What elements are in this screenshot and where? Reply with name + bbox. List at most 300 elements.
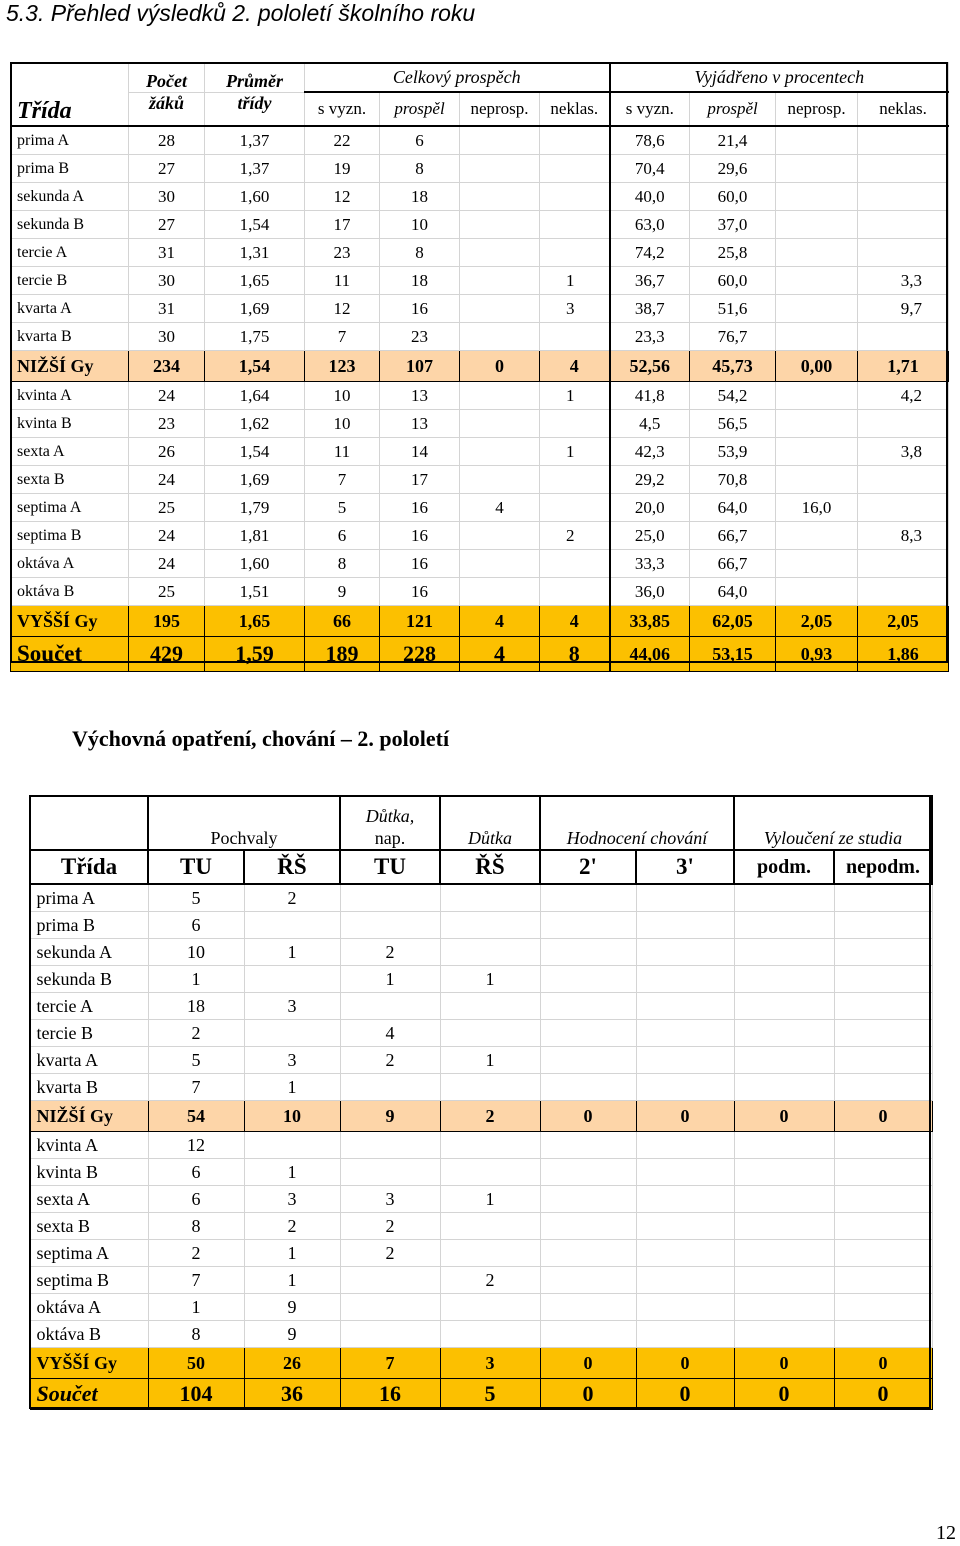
table-cell: 1 [148,1294,244,1321]
class-name-cell: sekunda B [30,966,148,993]
table-cell [636,1294,734,1321]
table-cell: 1 [540,267,610,295]
class-name-cell: sexta B [30,1213,148,1240]
table-cell: 121 [380,606,460,637]
table-cell: 3,3 [858,267,949,295]
table-cell: 3 [340,1186,440,1213]
table-cell: 8 [148,1321,244,1348]
header-dutka: Důtka [440,796,540,850]
table-cell [834,884,932,912]
table-cell: 2 [244,884,340,912]
table-cell: 42,3 [610,438,690,466]
table-cell: 12 [305,295,380,323]
table-cell [776,550,858,578]
table-cell [540,1186,636,1213]
class-name-cell: kvarta B [11,323,129,351]
table-cell [734,1240,834,1267]
table-cell [834,1294,932,1321]
table-cell: 5 [148,1047,244,1074]
table-cell [776,126,858,155]
table-cell [734,1074,834,1101]
table-cell: 4 [340,1020,440,1047]
table-cell: 2 [148,1020,244,1047]
table-cell: 0 [540,1101,636,1132]
table-cell: 24 [129,466,205,494]
table-cell [776,211,858,239]
table-cell [460,550,540,578]
table-cell: 33,3 [610,550,690,578]
class-name-cell: kvarta A [11,295,129,323]
class-name-cell: prima B [30,912,148,939]
table-cell: 45,73 [690,351,776,382]
table-cell [636,1240,734,1267]
table-row [11,155,949,183]
table-cell: 1,60 [205,550,305,578]
table-cell: 2 [340,1047,440,1074]
table-cell: 1 [244,1240,340,1267]
table-cell [460,267,540,295]
class-name-cell: oktáva A [11,550,129,578]
table-cell: 23,3 [610,323,690,351]
header-pochvaly: Pochvaly [148,796,340,850]
header-col: podm. [734,850,834,884]
table-cell: 51,6 [690,295,776,323]
table-cell: 66,7 [690,550,776,578]
class-name-cell: tercie A [30,993,148,1020]
table-cell: 1,31 [205,239,305,267]
table-cell [460,295,540,323]
group-total-row [11,351,949,382]
table-row [30,1159,932,1186]
header-col: ŘŠ [440,850,540,884]
table-cell [858,239,949,267]
class-name-cell: septima B [30,1267,148,1294]
table-cell [540,1213,636,1240]
class-name-cell: kvinta B [11,410,129,438]
table-cell [858,410,949,438]
table-cell [834,993,932,1020]
class-name-cell: prima A [11,126,129,155]
class-name-cell: NIŽŠÍ Gy [30,1101,148,1132]
table-cell: 1,51 [205,578,305,606]
header-col: nepodm. [834,850,932,884]
table-cell: 36 [244,1379,340,1410]
table-cell [540,884,636,912]
table-cell: 28 [129,126,205,155]
table-cell: 30 [129,323,205,351]
table-row [11,382,949,410]
table-cell [776,267,858,295]
class-name-cell: kvarta B [30,1074,148,1101]
table-cell [540,1074,636,1101]
table-row [30,966,932,993]
table-row [30,939,932,966]
table-cell [858,183,949,211]
table-cell [834,1159,932,1186]
sum-row [30,1379,932,1410]
table-cell: 16 [380,550,460,578]
table-row [30,1294,932,1321]
table-cell: 37,0 [690,211,776,239]
table-cell: 10 [148,939,244,966]
header-hodnoceni: Hodnocení chování [540,796,734,850]
table-cell: 1 [540,382,610,410]
table-cell: 0 [734,1379,834,1410]
table-cell: 13 [380,410,460,438]
table-cell: 78,6 [610,126,690,155]
table-cell: 5 [148,884,244,912]
table-cell: 10 [244,1101,340,1132]
table-cell: 1 [244,939,340,966]
table-cell: 76,7 [690,323,776,351]
table-cell: 12 [305,183,380,211]
table-cell [776,239,858,267]
table-cell [834,939,932,966]
behaviour-heading: Výchovná opatření, chování – 2. pololetí [72,726,450,751]
group-total-row [30,1101,932,1132]
table-cell [540,1294,636,1321]
table-cell [776,438,858,466]
table-cell: 4,2 [858,382,949,410]
table-row [30,1074,932,1101]
table-row [11,550,949,578]
table-cell [540,1020,636,1047]
table-row [30,1213,932,1240]
table-row [11,494,949,522]
table-cell [540,323,610,351]
table-cell: 3 [244,993,340,1020]
table-cell [540,1240,636,1267]
table-cell: 0,93 [776,637,858,672]
table-cell [440,1213,540,1240]
table-cell: 1 [244,1267,340,1294]
table-cell: 3 [440,1348,540,1379]
header-dutka-nap [340,796,440,850]
table-cell [440,912,540,939]
header-col: TU [340,850,440,884]
table-cell [834,966,932,993]
table-row [11,323,949,351]
table-cell: 1 [244,1159,340,1186]
header-dutka-nap-line2: nap. [374,828,406,848]
table-cell: 9 [340,1101,440,1132]
table-cell [540,494,610,522]
table-row [11,466,949,494]
table-cell [340,1294,440,1321]
table-row [11,267,949,295]
table-cell [440,884,540,912]
table-cell [636,1074,734,1101]
table-cell [636,1321,734,1348]
table-row [11,295,949,323]
table-cell: 18 [380,183,460,211]
table-cell [636,1159,734,1186]
table-cell [636,1186,734,1213]
table-cell: 1 [440,1186,540,1213]
table-cell: 1,62 [205,410,305,438]
results-table [10,62,949,672]
class-name-cell: kvinta A [11,382,129,410]
table-cell [540,939,636,966]
table-cell [440,993,540,1020]
table-cell [734,1213,834,1240]
table-cell [636,912,734,939]
class-name-cell: kvarta A [30,1047,148,1074]
table-cell [540,126,610,155]
table-cell: 1,79 [205,494,305,522]
table-cell: 25,0 [610,522,690,550]
table-cell: 23 [129,410,205,438]
table-cell: 3 [244,1186,340,1213]
table-cell: 7 [148,1267,244,1294]
table-cell: 26 [244,1348,340,1379]
table-cell [440,1074,540,1101]
table-cell: 0 [636,1101,734,1132]
class-name-cell: VYŠŠÍ Gy [11,606,129,637]
table-cell: 4 [460,494,540,522]
table-cell [776,578,858,606]
header-col: TU [148,850,244,884]
table-cell: 11 [305,438,380,466]
table-cell [340,1159,440,1186]
table-cell: 41,8 [610,382,690,410]
table-cell [858,126,949,155]
table-row [11,239,949,267]
table-cell: 3 [244,1047,340,1074]
table-cell: 70,8 [690,466,776,494]
table-cell: 22 [305,126,380,155]
table-cell: 1 [440,1047,540,1074]
table-cell [834,1020,932,1047]
table-cell [540,466,610,494]
table-cell [340,1132,440,1159]
table-cell [834,1132,932,1159]
class-name-cell: Součet [11,637,129,672]
header-pocet: Počet [129,63,205,93]
class-name-cell: VYŠŠÍ Gy [30,1348,148,1379]
table-cell [776,155,858,183]
table-cell: 2 [340,1213,440,1240]
table-cell: 2 [540,522,610,550]
class-name-cell: septima B [11,522,129,550]
table-cell: 234 [129,351,205,382]
table-cell [858,494,949,522]
table-cell: 56,5 [690,410,776,438]
class-name-cell: sekunda A [30,939,148,966]
table-cell: 4 [540,606,610,637]
table-cell: 8,3 [858,522,949,550]
table-cell [440,939,540,966]
header-dutka-nap-line1: Důtka, [365,806,415,826]
table-cell: 2 [340,939,440,966]
upper-total-row [30,1348,932,1379]
table-cell: 19 [305,155,380,183]
table-cell [636,1213,734,1240]
header-empty [30,796,148,850]
table-cell [636,966,734,993]
table-cell [636,884,734,912]
upper-total-row [11,606,949,637]
table-cell [440,1159,540,1186]
table-cell: 70,4 [610,155,690,183]
table-cell [440,1132,540,1159]
table-row [30,1267,932,1294]
table-cell [540,1159,636,1186]
class-name-cell: tercie B [11,267,129,295]
table-cell [858,323,949,351]
header-prumer: Průměr [205,63,305,93]
table-cell [858,155,949,183]
table-cell [834,1074,932,1101]
table-row [30,912,932,939]
table-cell [540,239,610,267]
table-cell: 36,7 [610,267,690,295]
class-name-cell: septima A [30,1240,148,1267]
table-cell: 17 [305,211,380,239]
table-cell: 4,5 [610,410,690,438]
header-col: ŘŠ [244,850,340,884]
table-cell: 14 [380,438,460,466]
table-cell [858,211,949,239]
table-cell: 31 [129,295,205,323]
table-cell [834,1240,932,1267]
table-cell [460,438,540,466]
table-cell: 24 [129,550,205,578]
table-row [11,211,949,239]
table-row [30,993,932,1020]
table-cell [440,1294,540,1321]
table-row [11,522,949,550]
table-cell: 6 [380,126,460,155]
table-row [30,884,932,912]
table-cell [734,966,834,993]
table-cell [636,1267,734,1294]
table-cell [244,966,340,993]
class-name-cell: oktáva A [30,1294,148,1321]
table-cell: 9 [244,1321,340,1348]
header-celkovy: Celkový prospěch [305,63,610,93]
table-cell [340,1321,440,1348]
table-cell: 12 [148,1132,244,1159]
table-cell: 123 [305,351,380,382]
page-number: 12 [936,1522,956,1544]
table-cell: 8 [148,1213,244,1240]
table-cell: 1,69 [205,466,305,494]
class-name-cell: prima B [11,155,129,183]
header-col: neklas. [858,92,949,126]
class-name-cell: Součet [30,1379,148,1410]
table-cell: 0 [834,1379,932,1410]
table-cell: 53,9 [690,438,776,466]
table-cell: 5 [440,1379,540,1410]
table-cell [440,1020,540,1047]
table-cell: 38,7 [610,295,690,323]
table-cell: 1,54 [205,211,305,239]
table-cell: 6 [148,1186,244,1213]
table-cell [858,550,949,578]
table-cell [636,1047,734,1074]
table-cell [734,993,834,1020]
table-cell [776,522,858,550]
table-cell: 33,85 [610,606,690,637]
table-cell: 1,54 [205,351,305,382]
table-cell [734,912,834,939]
table-cell [734,1294,834,1321]
table-cell: 62,05 [690,606,776,637]
table-cell [440,1321,540,1348]
table-cell [244,1020,340,1047]
table-cell [540,1132,636,1159]
class-name-cell: sexta A [30,1186,148,1213]
table-cell: 40,0 [610,183,690,211]
table-cell: 54,2 [690,382,776,410]
table-cell [776,410,858,438]
table-cell: 9 [244,1294,340,1321]
table-cell: 30 [129,183,205,211]
table-cell: 17 [380,466,460,494]
table-cell: 16 [380,494,460,522]
table-row [11,438,949,466]
table-cell [734,1020,834,1047]
table-cell: 52,56 [610,351,690,382]
table-cell: 16 [380,522,460,550]
behaviour-table [29,795,933,1410]
table-cell: 23 [305,239,380,267]
table-cell [460,410,540,438]
table-cell: 3 [540,295,610,323]
table-cell: 6 [305,522,380,550]
table-cell: 25 [129,578,205,606]
table-cell: 30 [129,267,205,295]
class-name-cell: kvinta A [30,1132,148,1159]
table-cell: 1,86 [858,637,949,672]
table-cell: 26 [129,438,205,466]
table-cell [776,295,858,323]
table-cell: 0,00 [776,351,858,382]
table-cell: 0 [460,351,540,382]
header-tridy: třídy [205,92,305,126]
table-cell: 31 [129,239,205,267]
table-cell [834,1213,932,1240]
table-cell: 60,0 [690,183,776,211]
table-cell: 7 [340,1348,440,1379]
table-cell: 18 [148,993,244,1020]
header-col: neprosp. [776,92,858,126]
table-cell: 10 [380,211,460,239]
table-cell: 16 [380,295,460,323]
table-cell: 18 [380,267,460,295]
table-cell: 5 [305,494,380,522]
table-cell: 1,59 [205,637,305,672]
table-cell [540,966,636,993]
table-cell [440,1240,540,1267]
table-cell [540,410,610,438]
table-cell [540,183,610,211]
table-cell: 1,54 [205,438,305,466]
table-cell [460,522,540,550]
table-cell: 107 [380,351,460,382]
table-cell: 2 [440,1101,540,1132]
table-cell: 9,7 [858,295,949,323]
header-col: 2' [540,850,636,884]
table-cell [734,1159,834,1186]
header-col: prospěl [380,92,460,126]
table-cell: 4 [540,351,610,382]
table-cell: 1,65 [205,267,305,295]
table-cell [460,211,540,239]
table-cell [734,884,834,912]
table-cell: 1,60 [205,183,305,211]
